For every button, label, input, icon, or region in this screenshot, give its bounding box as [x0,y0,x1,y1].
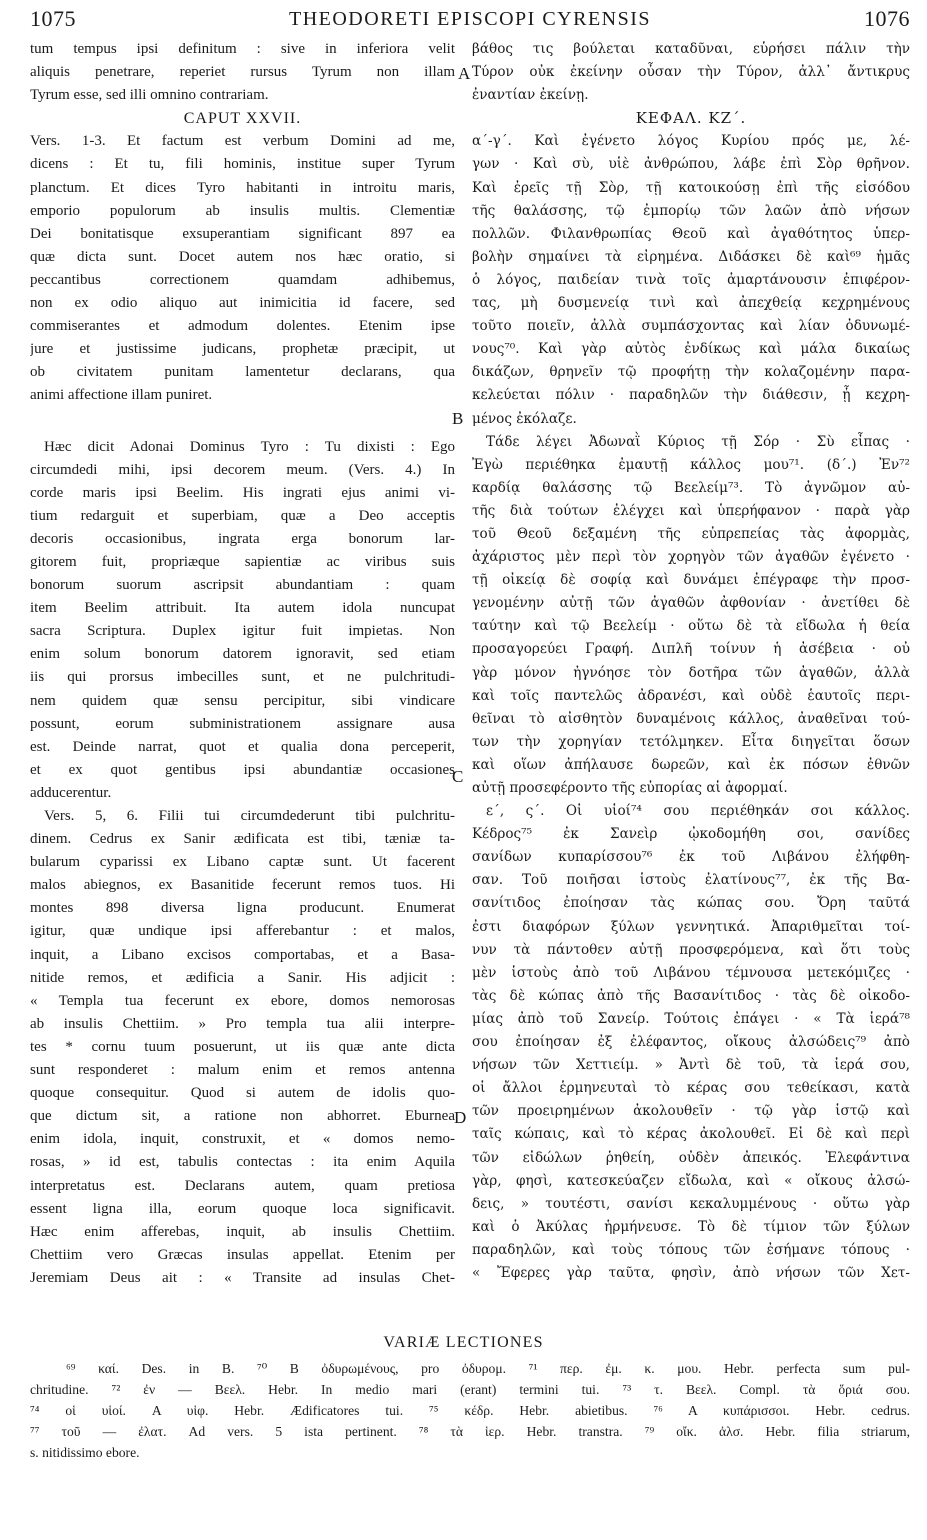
page-header [30,6,910,36]
latin-text-line: tum tempus ipsi definitum : sive in inferiora velit [30,41,455,57]
latin-text-line: peccantibus correctionem quamdam adhibemus, [30,271,455,288]
latin-text-line: inquit, a Libano excisos comportabas, et a Basa- [30,946,455,963]
greek-text-line: τῆς διὰ τούτων ἐλέγχει καὶ ὑπερήφανον · παρὰ γὰρ [472,502,910,519]
greek-text-line: βολὴν σημαίνει τὰ εἰρημένα. Διδάσκει δὲ καὶ⁶⁹ ἡμᾶς [472,248,910,265]
greek-text-line: γενομένην αὐτῇ τῶν ἀγαθῶν ἀφθονίαν · ἀνετίθει δὲ [472,595,910,612]
greek-text-line: ἀχάριστος μὲν περὶ τὸν χορηγὸν τῶν ἀγαθῶν ἐγένετο · [472,549,910,566]
latin-text-line: tium redarguit et superbiam, quæ a Deo acceptis [30,507,455,524]
latin-text-line: adducerentur. [30,784,112,801]
latin-text-line: Dei bonitatisque exsuperantiam significant 897 ea [30,225,455,242]
margin-letter-c: C [452,767,464,786]
greek-text-line: Τάδε λέγει Ἀδωναῒ Κύριος τῇ Σόρ · Σὺ εἶπας · [486,433,910,450]
greek-text-line: ε΄, ς΄. Οἱ υἱοί⁷⁴ σου περιέθηκάν σοι κάλλος. [486,803,910,820]
greek-text-line: κελεύεται πόλιν · παραδηλῶν τὴν διάθεσιν, ᾗ κεχρη- [472,387,910,404]
greek-text-line: νους⁷⁰. Καὶ γὰρ αὐτὸς ἐνδίκως καὶ μάλα δικαίως [472,341,910,358]
latin-text-line: quæ dicta sunt. Docet autem nos hæc oratio, si [30,248,455,265]
latin-text-line: rosas, » id est, tabulis contectas : ita enim Aquila [30,1154,455,1171]
greek-text-line: τῇ οἰκείᾳ δὲ σοφίᾳ καὶ δυνάμει ἐπέγραφε τὴν προσ- [472,572,910,589]
latin-text-line: aliquis penetrare, reperiet rursus Tyrum non illam [30,64,455,81]
variant-reading-line: s. nitidissimo ebore. [30,1445,140,1460]
greek-text-line: καρδίᾳ θαλάσσης τῷ Βεελείμ⁷³. Τὸ ἀγνῶμον αὐ- [472,479,910,496]
latin-text-line: bularum cyparissi ex Libano captæ sunt. Ut facerent [30,854,455,871]
greek-text-line: νυν τὰ πάντοθεν αὐτῇ προσφερόμενα, καὶ ὅτι τοὺς [472,941,910,958]
variae-lectiones-title: VARIÆ LECTIONES [383,1334,544,1351]
greek-text-line: σανίδων κυπαρίσσου⁷⁶ ἐκ τοῦ Λιβάνου ἐλήφθη- [472,849,910,866]
latin-text-line: essent ligna illa, eorum quoque loca significavit. [30,1200,455,1217]
latin-text-line: dicens : Et tu, fili hominis, institue super Tyrum [30,156,455,173]
latin-text-line: sunt responderet : malum enim et remos antenna [30,1062,455,1079]
greek-text-line: α΄-γ΄. Καὶ ἐγένετο λόγος Κυρίου πρός με, λέ- [472,133,910,150]
latin-text-line: circumdedi mihi, ipsi decorem meum. (Vers. 4.) In [30,461,455,478]
latin-text-line: emporio populorum ab insulis multis. Clementiæ [30,202,455,219]
latin-text-line: planctum. Et dices Tyro habitanti in introitu maris, [30,179,455,196]
greek-text-line: ὁ λόγος, παιδείαν τινὰ τοῖς ἁμαρτάνουσιν ἐπιφέρον- [472,271,910,288]
variant-reading-line: ⁶⁹ καί. Des. in B. ⁷⁰ B ὀδυρωμένους, pro ὀδυρομ. ⁷¹ περ. ἐμ. κ. μου. Hebr. perfecta sum pul- [66,1361,910,1376]
greek-text-line: δεις, » τουτέστι, σανίσι κεκαλυμμένους · οὕτω γὰρ [472,1195,910,1212]
latin-text-line: bonorum suorum ascripsit abundantiam : quam [30,577,455,594]
margin-letter-a: A [458,64,471,83]
greek-text-line: ταῖς κώπαις, καὶ τὸ κέρας ἀκολουθεῖ. Εἰ δὲ καὶ περὶ [472,1126,910,1143]
latin-text-line: jure et justissime judicans, prophetæ præcipit, ut [30,341,455,358]
latin-text-line: igitur, quæ undique ipsi afferebantur : et malos, [30,923,455,940]
greek-text-line: τὰς δὲ κώπας ἀπὸ τῆς Βασανίτιδος · τὰς δὲ οἰκοδο- [472,987,910,1004]
latin-text-line: et ex quot gentibus ipsi abundantiæ occasiones [30,761,455,778]
latin-text-line: « Templa tua fecerunt ex ebore, domos nemorosas [30,992,455,1009]
greek-text-line: ΚΕΦΑΛ. ΚΖ΄. [635,109,747,128]
greek-text-line: βάθος τις βούλεται καταδῦναι, εὑρήσει πάλιν τὴν [472,41,910,57]
latin-text-line: non ex odio aliquo aut inimicitia id facere, sed [30,295,455,312]
latin-text-line: nem quidem quæ sensu percipitur, sibi vindicare [30,692,455,709]
latin-text-line: corde maris ipsi Beelim. His ingrati ejus animi vi- [30,484,455,501]
greek-text-line: Κέδρος⁷⁵ ἐκ Σανεὶρ ᾠκοδομήθη σοι, σανίδες [472,826,910,843]
page-number-right: 1076 [864,6,910,31]
latin-text-line: Jeremiam Deus ait : « Transite ad insulas Chet- [30,1269,455,1286]
greek-text-line: « Ἔφερες γὰρ ταῦτα, φησὶν, ἀπὸ νήσων τῶν Χετ- [472,1264,910,1281]
greek-text-line: καὶ οἵων ἀπήλαυσε δωρεῶν, καὶ ἐκ πόσων ἐθνῶν [472,756,910,773]
latin-text-line: animi affectione illam puniret. [30,387,213,404]
latin-text-line: decoris occasionibus, ingrata erga bonorum lar- [30,530,455,547]
margin-letter-d: D [454,1108,467,1127]
greek-text-line: μὲν ἱστοὺς ἀπὸ τοῦ Λιβάνου τέμνουσα μετεκόμιζες · [472,964,910,981]
latin-text-line: Chettiim vero Græcas insulas appellat. Etenim per [30,1246,455,1263]
greek-text-line: τῆς θαλάσσης, τῷ ἐμπορίῳ τῶν λαῶν ἀπὸ νήσων [472,202,910,219]
latin-text-line: Hæc enim afferebas, inquit, ab insulis Chettiim. [30,1223,455,1240]
latin-text-line: malos abiegnos, ex Basanitide fecerunt remos tuos. Hi [30,877,455,894]
greek-text-line: τῶν προειρημένων ἀκολουθεῖν · τῷ γὰρ ἱστῷ καὶ [472,1103,910,1120]
latin-text-line: montes 898 diversa ligna producunt. Enumerat [30,900,455,917]
margin-letter-b: B [452,409,464,428]
latin-text-line: Tyrum esse, sed illi omnino contrariam. [30,87,269,104]
latin-text-line: enim solum bonorum datorem ignoravit, sed etiam [30,646,455,663]
latin-text-line: Vers. 5, 6. Filii tui circumdederunt tibi pulchritu- [44,808,455,824]
greek-text-line: ἐστι διαφόρων ξύλων γεννητικά. Ἀπαριθμεῖται τοί- [472,918,910,935]
greek-text-line: τῶν εἰδώλων ῥηθείη, οὐδὲν ἀπεικός. Ἐλεφάντινα [472,1149,910,1166]
variant-reading-line: ⁷⁷ τοῦ — ἐλατ. Ad vers. 5 ista pertinent. ⁷⁸ τὰ ἱερ. Hebr. transtra. ⁷⁹ οἴκ. ἀλσ. Hebr. filia striarum, [30,1424,910,1439]
greek-text-line: δικάζων, θρηνεῖν τῷ προφήτῃ τὴν κολαζομένην παρα- [472,364,910,381]
latin-text-line: tes * cornu tuum posuerunt, ut iis quæ ante dicta [30,1038,455,1055]
greek-text-line: σανίτιδος ἐποίησαν τὰς κώπας σου. Ὄρη ταῦτά [472,895,910,912]
latin-text-line: commiserantes et admodum dolentes. Etenim ipse [30,318,455,335]
variae-lectiones [30,1358,910,1463]
latin-text-line: enim idola, inquit, construxit, et « domos nemo- [30,1131,455,1148]
latin-text-line: CAPUT XXVII. [183,110,302,128]
latin-text-line: est. Deinde narrat, quot et qualia dona perceperit, [30,738,455,755]
greek-text-line: τας, μὴ δυσμενείᾳ τινὶ καὶ ἀπεχθείᾳ κεχρημένους [472,295,910,312]
latin-text-line: possunt, eorum subministrationem assignare ausa [30,715,455,732]
latin-text-line: item Beelim attribuit. Ita autem idola nuncupat [30,600,455,617]
greek-text-line: θεῖναι τὸ αἰσθητὸν δυναμένοις κάλλος, ἀναθεῖναι τού- [472,710,910,727]
greek-text-line: των τὴν χορηγίαν τετόλμηκεν. Εἶτα διηγεῖται ὅσων [472,733,910,750]
greek-text-line: οἱ ἄλλοι ἑρμηνευταὶ τὸ κέρας σου τεθείκασι, κατὰ [472,1080,910,1097]
greek-text-line: νήσων τῶν Χεττιείμ. » Ἀντὶ δὲ τοῦ, τὰ ἱερά σου, [472,1057,910,1074]
latin-text-line: Hæc dicit Adonai Dominus Tyro : Tu dixisti : Ego [44,438,455,455]
latin-text-line: iis qui prorsus imbecilles sunt, et ne pulchritudi- [30,669,455,686]
latin-text-line: que dictum sit, a ratione non abhorret. Eburnea [30,1108,455,1125]
latin-column [30,38,455,1290]
latin-text-line: quoque consequitur. Quod si autem de idolis quo- [30,1085,455,1102]
greek-text-line: Τύρον οὐκ ἐκείνην οὖσαν τὴν Τύρον, ἀλλ᾽ ἄντικρυς [472,64,910,81]
greek-text-line: τοῦτο ποιεῖν, ἀλλὰ συμπάσχοντας καὶ λίαν ὀδυνωμέ- [472,318,910,335]
latin-text-line: interpretatus est. Declarans autem, quam pretiosa [30,1177,455,1194]
greek-text-line: προσαγορεύει Γραφή. Διπλῆ τοίνυν ἡ ἀσέβεια · οὐ [472,641,910,658]
greek-text-line: αὐτῇ προσεφέροντο τῆς εὐπορίας αἱ ἀφορμαί. [472,780,788,796]
page-number-left: 1075 [30,6,76,31]
latin-text-line: gitorem fuit, propriæque sapientiæ ac viribus suis [30,553,455,570]
variant-reading-line: chritudine. ⁷² ἐν — Βεελ. Hebr. In medio mari (erant) termini tui. ⁷³ τ. Βεελ. Compl. τὰ ὅριά σου. [30,1382,910,1397]
greek-text-line: Ἐγὼ περιέθηκα ἐμαυτῇ κάλλος μου⁷¹. (δ΄.) Ἐν⁷² [472,456,910,473]
greek-text-line: σαν. Τοῦ ποιῆσαι ἱστοὺς ἐλατίνους⁷⁷, ἐκ τῆς Βα- [472,872,910,889]
variant-reading-line: ⁷⁴ οἱ υἱοί. A υἱφ. Hebr. Ædificatores tui. ⁷⁵ κέδρ. Hebr. abietibus. ⁷⁶ A κυπάρισσοι. Hebr. cedrus. [30,1403,910,1418]
latin-text-line: dinem. Cedrus ex Sanir ædificata est tibi, tæniæ ta- [30,831,455,848]
greek-text-line: γὰρ, φησὶ, κατεσκεύαζεν εἴδωλα, καὶ « οἴκους ἀλσώ- [472,1172,910,1189]
greek-text-line: Καὶ ἐρεῖς τῇ Σὸρ, τῇ κατοικούσῃ ἐπὶ τῆς εἰσόδου [472,179,910,196]
latin-text-line: ob civitatem punitam lamentetur declarans, qua [30,364,455,381]
greek-text-line: σου ἐποίησαν ἐξ ἐλέφαντος, οἴκους ἀλσώδεις⁷⁹ ἀπὸ [472,1034,910,1051]
greek-text-line: ἐναντίαν ἐκείνῃ. [472,87,589,104]
greek-text-line: καὶ ὁ Ἀκύλας ἡρμήνευσε. Τὸ δὲ τίμιον τῶν ξύλων [472,1218,910,1235]
greek-text-line: πολλῶν. Φιλανθρωπίας Θεοῦ καὶ ἀγαθότητος ὑπερ- [472,225,910,242]
latin-text-line: ab insulis Chettiim. » Pro templa tua alii interpre- [30,1015,455,1032]
greek-text-line: τοῦ Θεοῦ δεξαμένη τῆς εὐπρεπείας τὰς ἀφορμὰς, [472,525,910,542]
greek-text-line: γων · Καὶ σὺ, υἱὲ ἀνθρώπου, λάβε ἐπὶ Σὸρ θρῆνον. [472,156,910,173]
greek-text-line: ταύτην καὶ τῷ Βεελείμ · οὕτω δὲ τὰ εἴδωλα ἡ θεία [472,618,910,635]
greek-text-line: παραδηλῶν, καὶ τοὺς τόπους τῶν ἐσήμανε τόπους · [472,1241,910,1258]
latin-text-line: nitide remos, et ædificia a Sanir. His adjicit : [30,969,455,986]
greek-text-line: καὶ τοῖς παντελῶς ἀδρανέσι, καὶ οὐδὲ ἑαυτοῖς περι- [472,687,910,704]
greek-text-line: μίας ἀπὸ τοῦ Σανείρ. Τούτοις ἐπάγει · « Τὰ ἱερά⁷⁸ [472,1010,910,1027]
running-title: THEODORETI EPISCOPI CYRENSIS [288,8,652,30]
greek-column [472,38,910,1285]
greek-text-line: γὰρ μόνον ἠγνόησε τὸν δοτῆρα τῶν ἀγαθῶν, ἀλλὰ [472,664,910,681]
latin-text-line [30,408,455,436]
latin-text-line: Vers. 1-3. Et factum est verbum Domini ad me, [30,133,455,150]
latin-text-line: sacra Scriptura. Duplex igitur fuit impietas. Non [30,623,455,640]
greek-text-line: μένος ἐκόλαζε. [472,410,577,427]
